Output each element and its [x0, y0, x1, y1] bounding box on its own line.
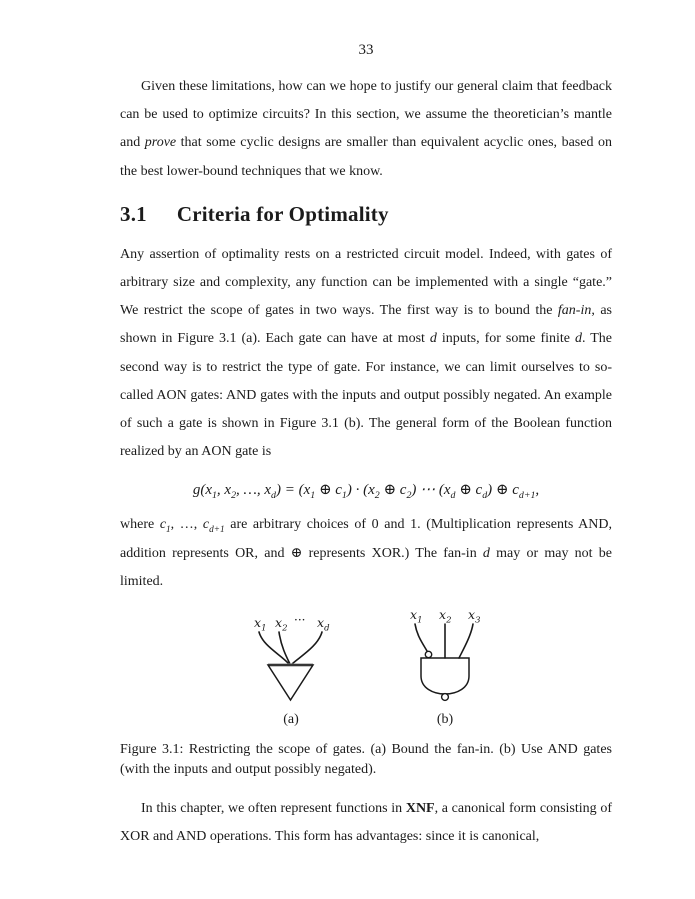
figure-3-1: [120, 606, 612, 779]
equation-subscript: d+1: [518, 490, 536, 502]
gate-b-wire-3: [459, 624, 473, 658]
section-heading: [120, 202, 612, 227]
body1-text-2: , as shown in Figure 3.1 (a). Each gate can have at most: [120, 303, 612, 347]
body1-italic-d2: d: [574, 331, 582, 347]
body1-italic-d1: d: [429, 331, 437, 347]
gate-b-input-negation-bubble: [425, 651, 431, 657]
body2-var-c2: c: [202, 517, 210, 533]
outro-text-2: , a canonical form consisting of XOR and AND operations. This form has advantages: since it is canonical,: [120, 801, 612, 845]
body2-text-2: , …,: [170, 517, 203, 533]
equation-segment: ) = (x: [275, 482, 311, 499]
equation-subscript: 2: [374, 490, 380, 502]
equation-segment: ⊕ c: [315, 482, 342, 499]
body1-text-3: inputs, for some finite: [436, 331, 575, 347]
intro-text-1: Given these limitations, how can we hope to justify our general claim that feedback can be used to optimize circuits? In this section, we assume the theoretician’s mantle and: [120, 79, 612, 151]
equation-segment: ⊕ c: [379, 482, 407, 499]
body1-text-4: . The second way is to restrict the type of gate. For instance, we can limit ourselves to so-called AON gates: AND gates with the inputs and output possibly negated. An example of such a gate is shown in Figure 3.1 (b). The general form of the Boolean function realized by an AON gate is: [120, 331, 612, 460]
figure-gates-row: [120, 606, 612, 728]
gate-b-input-2-label: $x_2$: [439, 607, 452, 626]
gate-a-label: (a): [283, 712, 299, 728]
body-paragraph-where: [120, 511, 612, 596]
intro-text-2: that some cyclic designs are smaller than equivalent acyclic ones, based on the best lower-bound techniques that we know.: [120, 135, 612, 179]
equation-subscript: 1: [211, 490, 217, 502]
intro-paragraph: [120, 73, 612, 186]
figure-caption: Figure 3.1: Restricting the scope of gates. (a) Bound the fan-in. (b) Use AND gates (with the inputs and output possibly negated).: [120, 742, 612, 777]
gate-a-input-1-label: $x_1$: [254, 615, 267, 634]
equation-subscript: d: [482, 490, 488, 502]
body-paragraph-criteria: [120, 241, 612, 467]
body2-sub-c1: 1: [166, 524, 171, 535]
equation-segment: ⊕ c: [455, 482, 483, 499]
body2-italic-d: d: [482, 545, 490, 561]
outro-text-1: In this chapter, we often represent functions in: [141, 801, 406, 817]
gate-a-input-d-label: $x_d$: [317, 615, 330, 634]
equation-subscript: 1: [310, 490, 316, 502]
gate-b-label: (b): [436, 712, 454, 728]
and-gate-drawing: [406, 606, 484, 710]
gate-a-fanin-diagram: [248, 612, 334, 728]
gate-b-wire-1: [415, 624, 427, 651]
equation-subscript: d: [271, 490, 276, 502]
equation-subscript: 2: [231, 490, 237, 502]
section-number: 3.1: [120, 201, 147, 226]
gate-a-ellipsis: ···: [294, 613, 306, 628]
page-number: 33: [358, 42, 374, 58]
aon-gate-equation: [120, 480, 612, 502]
equation-segment: ) ⊕ c: [487, 482, 519, 499]
gate-b-input-1-label: $x_1$: [410, 607, 423, 626]
gate-b-output-negation-bubble: [442, 694, 449, 701]
gate-b-and-body: [421, 658, 469, 694]
equation-subscript: 2: [406, 490, 412, 502]
outro-bold-xnf: XNF: [405, 801, 435, 817]
equation-segment: ) ⋯ (x: [411, 482, 451, 499]
section-title: Criteria for Optimality: [176, 201, 389, 226]
gate-a-triangle-body: [268, 665, 313, 700]
equation-segment: , x: [216, 482, 232, 499]
gate-a-input-2-label: $x_2$: [275, 615, 288, 634]
body2-text-4: may or may not be limited.: [120, 545, 612, 589]
equation-subscript: 1: [341, 490, 347, 502]
body2-var-c1: c: [159, 517, 167, 533]
body2-text-3: are arbitrary choices of 0 and 1. (Multiplication represents AND, addition represents OR, and ⊕ represents XOR.) The fan-in: [120, 517, 613, 561]
body2-text-1: where: [120, 517, 160, 533]
gate-b-and-diagram: [406, 606, 484, 728]
gate-a-wire-1: [259, 632, 289, 664]
body2-sub-c2: d+1: [209, 524, 225, 535]
gate-a-wire-d: [292, 632, 322, 664]
equation-segment: , …, x: [236, 482, 272, 499]
equation-segment: g(x: [192, 482, 212, 499]
fanin-gate-drawing: [248, 612, 334, 710]
body1-italic-fanin: fan-in: [557, 303, 592, 319]
equation-segment: ,: [535, 482, 540, 499]
equation-subscript: d: [450, 490, 456, 502]
outro-paragraph: [120, 795, 612, 851]
body1-text-1: Any assertion of optimality rests on a restricted circuit model. Indeed, with gates of arbitrary size and complexity, any function can be implemented with a single “gate.” We restrict the scope of gates in two ways. The first way is to bound the: [120, 246, 612, 319]
intro-italic-prove: prove: [144, 135, 177, 151]
equation-segment: ) · (x: [346, 482, 375, 499]
gate-b-input-3-label: $x_3$: [468, 607, 481, 626]
